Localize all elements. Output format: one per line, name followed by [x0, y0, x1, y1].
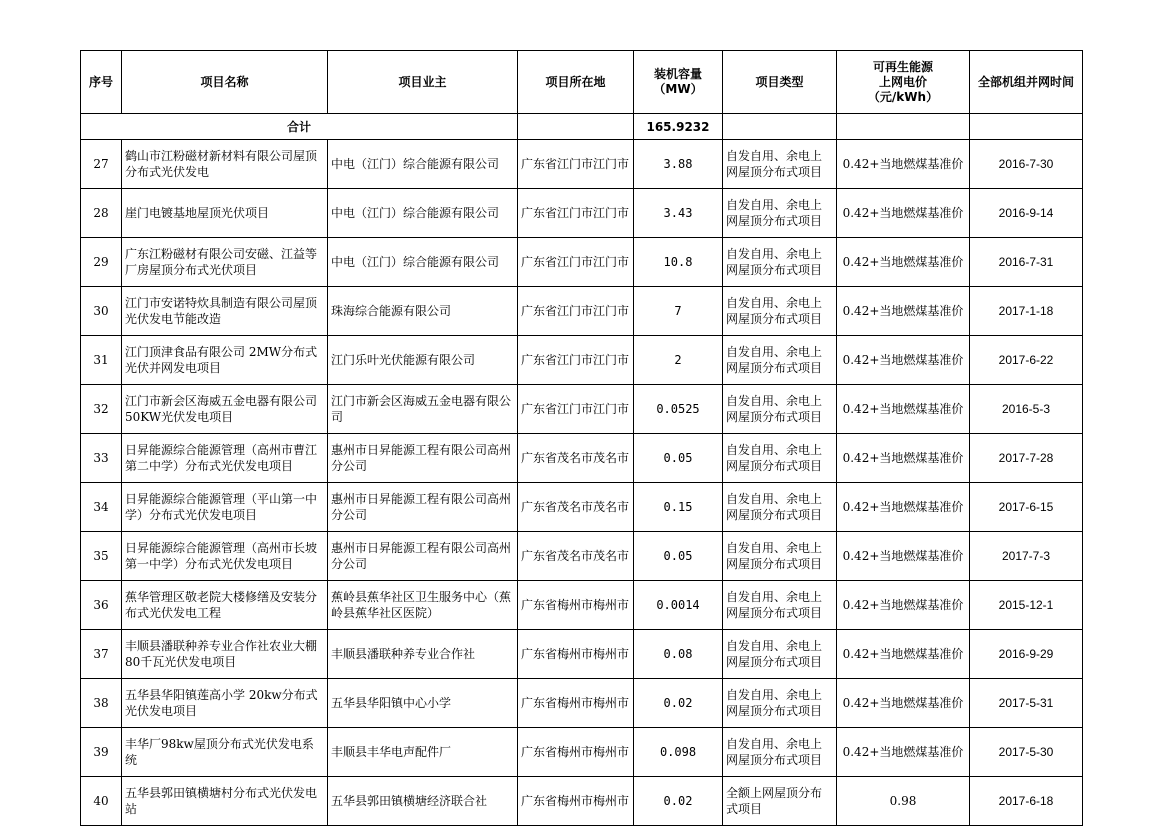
cell-project-type: 自发自用、余电上网屋顶分布式项目	[723, 385, 837, 434]
cell-price: 0.42+当地燃煤基准价	[837, 483, 970, 532]
header-seq: 序号	[81, 51, 122, 114]
table-row	[81, 679, 1083, 728]
cell-capacity: 0.08	[634, 630, 723, 679]
cell-capacity: 0.05	[634, 434, 723, 483]
cell-owner: 江门市新会区海威五金电器有限公司	[328, 385, 518, 434]
cell-project-type: 自发自用、余电上网屋顶分布式项目	[723, 679, 837, 728]
cell-grid-date: 2016-5-3	[970, 385, 1083, 434]
cell-capacity: 2	[634, 336, 723, 385]
cell-seq: 27	[81, 140, 122, 189]
cell-capacity: 7	[634, 287, 723, 336]
cell-location: 广东省梅州市梅州市	[518, 777, 634, 826]
cell-project-name: 江门市安诺特炊具制造有限公司屋顶光伏发电节能改造	[122, 287, 328, 336]
header-capacity-line2: （MW）	[653, 82, 703, 96]
cell-price: 0.42+当地燃煤基准价	[837, 630, 970, 679]
cell-price: 0.42+当地燃煤基准价	[837, 140, 970, 189]
table-row	[81, 385, 1083, 434]
header-location: 项目所在地	[518, 51, 634, 114]
cell-price: 0.42+当地燃煤基准价	[837, 581, 970, 630]
cell-owner: 蕉岭县蕉华社区卫生服务中心（蕉岭县蕉华社区医院）	[328, 581, 518, 630]
cell-owner: 惠州市日昇能源工程有限公司高州分公司	[328, 483, 518, 532]
cell-seq: 36	[81, 581, 122, 630]
cell-project-type: 自发自用、余电上网屋顶分布式项目	[723, 630, 837, 679]
cell-owner: 惠州市日昇能源工程有限公司高州分公司	[328, 434, 518, 483]
cell-project-type: 自发自用、余电上网屋顶分布式项目	[723, 483, 837, 532]
total-price-cell	[837, 114, 970, 140]
cell-location: 广东省梅州市梅州市	[518, 581, 634, 630]
total-label: 合计	[81, 114, 518, 140]
cell-grid-date: 2017-5-30	[970, 728, 1083, 777]
cell-grid-date: 2017-7-3	[970, 532, 1083, 581]
cell-project-name: 日昇能源综合能源管理（高州市曹江第二中学）分布式光伏发电项目	[122, 434, 328, 483]
cell-location: 广东省梅州市梅州市	[518, 728, 634, 777]
table-row	[81, 630, 1083, 679]
cell-seq: 33	[81, 434, 122, 483]
header-price-line2: 上网电价	[878, 74, 927, 89]
total-type-cell	[723, 114, 837, 140]
header-price-line3: （元/kWh）	[867, 89, 939, 104]
table-row	[81, 728, 1083, 777]
cell-price: 0.42+当地燃煤基准价	[837, 532, 970, 581]
cell-seq: 35	[81, 532, 122, 581]
table-row	[81, 483, 1083, 532]
cell-project-type: 全额上网屋顶分布式项目	[723, 777, 837, 826]
cell-seq: 40	[81, 777, 122, 826]
table-row	[81, 581, 1083, 630]
cell-capacity: 0.15	[634, 483, 723, 532]
cell-owner: 丰顺县潘联种养专业合作社	[328, 630, 518, 679]
cell-capacity: 0.0014	[634, 581, 723, 630]
cell-project-type: 自发自用、余电上网屋顶分布式项目	[723, 140, 837, 189]
total-capacity: 165.9232	[634, 114, 723, 140]
header-price	[837, 51, 970, 114]
cell-grid-date: 2016-9-14	[970, 189, 1083, 238]
cell-capacity: 0.02	[634, 777, 723, 826]
cell-capacity: 0.098	[634, 728, 723, 777]
cell-seq: 30	[81, 287, 122, 336]
cell-seq: 34	[81, 483, 122, 532]
header-owner: 项目业主	[328, 51, 518, 114]
table-row	[81, 287, 1083, 336]
cell-seq: 31	[81, 336, 122, 385]
cell-location: 广东省梅州市梅州市	[518, 679, 634, 728]
table-row	[81, 336, 1083, 385]
cell-seq: 37	[81, 630, 122, 679]
total-date-cell	[970, 114, 1083, 140]
cell-owner: 中电（江门）综合能源有限公司	[328, 140, 518, 189]
cell-owner: 惠州市日昇能源工程有限公司高州分公司	[328, 532, 518, 581]
cell-seq: 29	[81, 238, 122, 287]
cell-capacity: 10.8	[634, 238, 723, 287]
cell-project-name: 江门顶津食品有限公司 2MW分布式光伏并网发电项目	[122, 336, 328, 385]
cell-seq: 28	[81, 189, 122, 238]
cell-grid-date: 2016-7-31	[970, 238, 1083, 287]
cell-capacity: 0.0525	[634, 385, 723, 434]
cell-location: 广东省江门市江门市	[518, 140, 634, 189]
header-name: 项目名称	[122, 51, 328, 114]
cell-project-type: 自发自用、余电上网屋顶分布式项目	[723, 238, 837, 287]
cell-price: 0.42+当地燃煤基准价	[837, 679, 970, 728]
header-price-line1: 可再生能源	[872, 59, 933, 74]
cell-grid-date: 2016-9-29	[970, 630, 1083, 679]
cell-owner: 中电（江门）综合能源有限公司	[328, 238, 518, 287]
cell-project-name: 五华县华阳镇莲高小学 20kw分布式光伏发电项目	[122, 679, 328, 728]
table-row	[81, 140, 1083, 189]
cell-owner: 五华县华阳镇中心小学	[328, 679, 518, 728]
cell-price: 0.42+当地燃煤基准价	[837, 238, 970, 287]
cell-price: 0.42+当地燃煤基准价	[837, 728, 970, 777]
cell-project-type: 自发自用、余电上网屋顶分布式项目	[723, 581, 837, 630]
cell-location: 广东省江门市江门市	[518, 238, 634, 287]
cell-owner: 中电（江门）综合能源有限公司	[328, 189, 518, 238]
cell-project-name: 广东江粉磁材有限公司安磁、江益等厂房屋顶分布式光伏项目	[122, 238, 328, 287]
cell-location: 广东省茂名市茂名市	[518, 483, 634, 532]
cell-seq: 32	[81, 385, 122, 434]
header-grid-time: 全部机组并网时间	[970, 51, 1083, 114]
cell-location: 广东省梅州市梅州市	[518, 630, 634, 679]
cell-owner: 珠海综合能源有限公司	[328, 287, 518, 336]
cell-grid-date: 2017-5-31	[970, 679, 1083, 728]
cell-grid-date: 2015-12-1	[970, 581, 1083, 630]
table-row	[81, 532, 1083, 581]
cell-grid-date: 2017-6-22	[970, 336, 1083, 385]
cell-price: 0.42+当地燃煤基准价	[837, 287, 970, 336]
cell-project-name: 江门市新会区海威五金电器有限公司50KW光伏发电项目	[122, 385, 328, 434]
cell-location: 广东省茂名市茂名市	[518, 434, 634, 483]
cell-project-name: 五华县郭田镇横塘村分布式光伏发电站	[122, 777, 328, 826]
project-table	[80, 50, 1083, 826]
cell-location: 广东省江门市江门市	[518, 336, 634, 385]
cell-grid-date: 2017-7-28	[970, 434, 1083, 483]
total-row	[81, 114, 1083, 140]
cell-capacity: 0.05	[634, 532, 723, 581]
total-location-cell	[518, 114, 634, 140]
header-type: 项目类型	[723, 51, 837, 114]
cell-project-name: 蕉华管理区敬老院大楼修缮及安装分布式光伏发电工程	[122, 581, 328, 630]
cell-location: 广东省茂名市茂名市	[518, 532, 634, 581]
cell-capacity: 3.88	[634, 140, 723, 189]
cell-location: 广东省江门市江门市	[518, 385, 634, 434]
cell-project-type: 自发自用、余电上网屋顶分布式项目	[723, 728, 837, 777]
cell-project-name: 丰顺县潘联种养专业合作社农业大棚80千瓦光伏发电项目	[122, 630, 328, 679]
cell-grid-date: 2017-6-15	[970, 483, 1083, 532]
cell-location: 广东省江门市江门市	[518, 189, 634, 238]
cell-price: 0.42+当地燃煤基准价	[837, 434, 970, 483]
cell-capacity: 3.43	[634, 189, 723, 238]
cell-owner: 丰顺县丰华电声配件厂	[328, 728, 518, 777]
header-row	[81, 51, 1083, 114]
cell-price: 0.42+当地燃煤基准价	[837, 385, 970, 434]
cell-project-type: 自发自用、余电上网屋顶分布式项目	[723, 287, 837, 336]
cell-project-name: 日昇能源综合能源管理（平山第一中学）分布式光伏发电项目	[122, 483, 328, 532]
cell-owner: 五华县郭田镇横塘经济联合社	[328, 777, 518, 826]
cell-grid-date: 2017-6-18	[970, 777, 1083, 826]
header-capacity	[634, 51, 723, 114]
header-capacity-line1: 装机容量	[653, 67, 702, 81]
cell-project-name: 日昇能源综合能源管理（高州市长坡第一中学）分布式光伏发电项目	[122, 532, 328, 581]
cell-capacity: 0.02	[634, 679, 723, 728]
cell-project-type: 自发自用、余电上网屋顶分布式项目	[723, 434, 837, 483]
cell-grid-date: 2016-7-30	[970, 140, 1083, 189]
cell-project-name: 崖门电镀基地屋顶光伏项目	[122, 189, 328, 238]
cell-price: 0.98	[837, 777, 970, 826]
cell-price: 0.42+当地燃煤基准价	[837, 189, 970, 238]
cell-project-name: 丰华厂98kw屋顶分布式光伏发电系统	[122, 728, 328, 777]
cell-seq: 38	[81, 679, 122, 728]
table-row	[81, 777, 1083, 826]
cell-project-type: 自发自用、余电上网屋顶分布式项目	[723, 189, 837, 238]
cell-project-type: 自发自用、余电上网屋顶分布式项目	[723, 532, 837, 581]
cell-project-type: 自发自用、余电上网屋顶分布式项目	[723, 336, 837, 385]
cell-location: 广东省江门市江门市	[518, 287, 634, 336]
cell-price: 0.42+当地燃煤基准价	[837, 336, 970, 385]
table-row	[81, 434, 1083, 483]
cell-owner: 江门乐叶光伏能源有限公司	[328, 336, 518, 385]
cell-grid-date: 2017-1-18	[970, 287, 1083, 336]
cell-project-name: 鹤山市江粉磁材新材料有限公司屋顶分布式光伏发电	[122, 140, 328, 189]
table-row	[81, 238, 1083, 287]
table-row	[81, 189, 1083, 238]
cell-seq: 39	[81, 728, 122, 777]
